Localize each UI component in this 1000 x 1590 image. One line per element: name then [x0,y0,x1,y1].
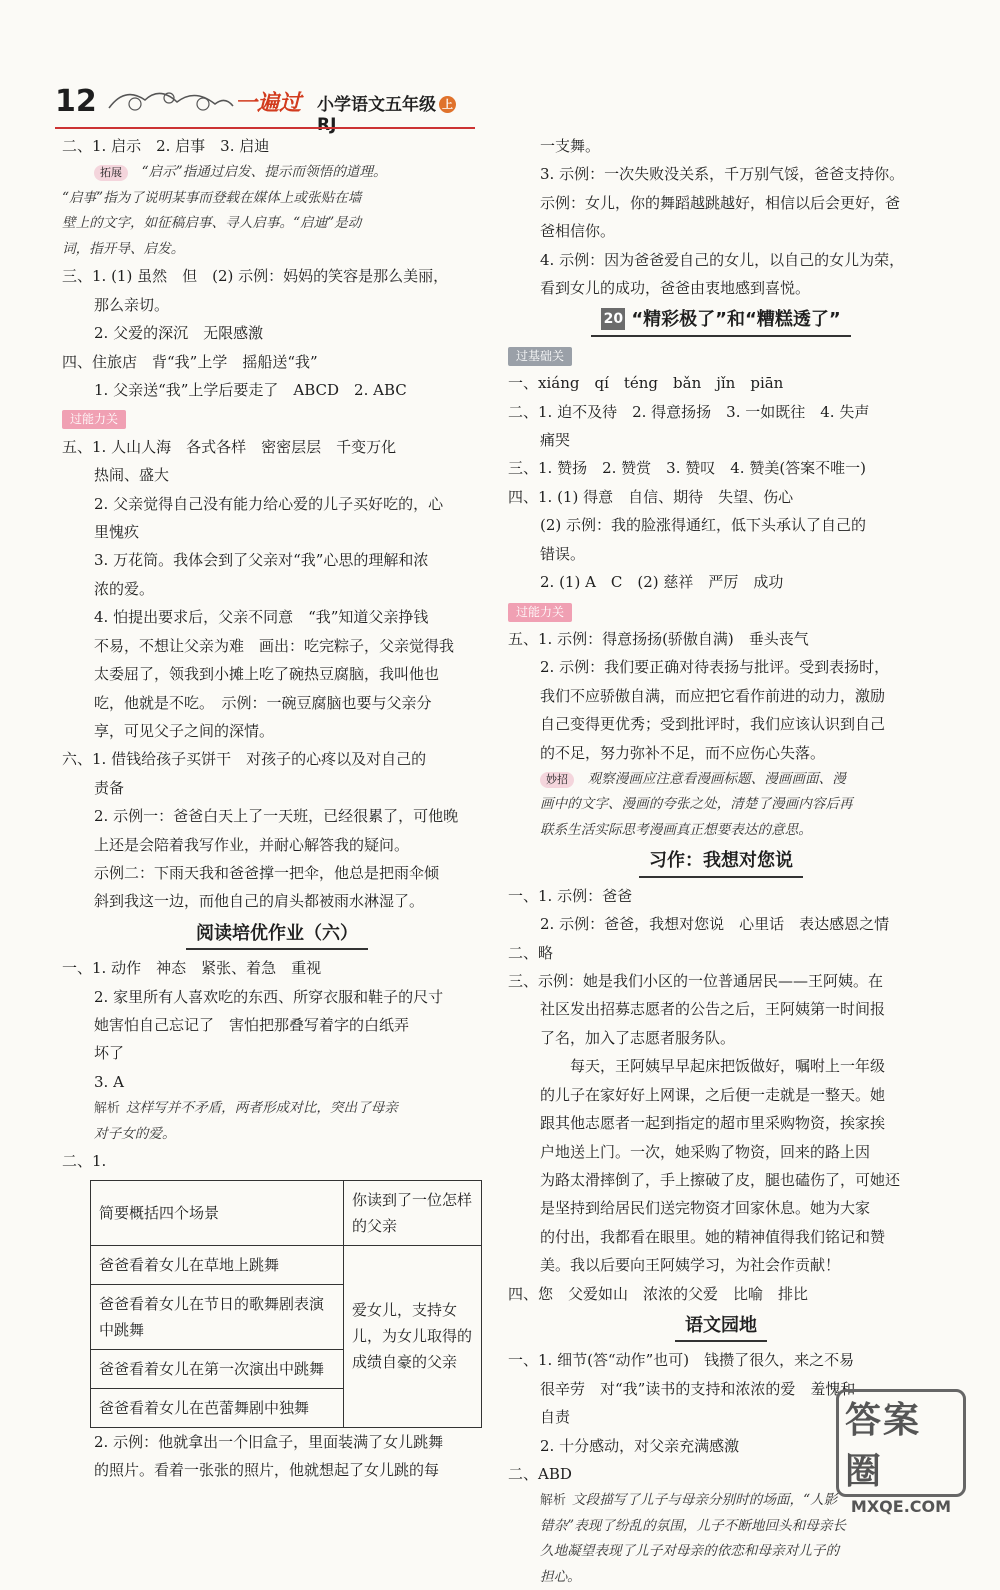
text-line: 斜到我这一边，而他自己的肩头都被雨水淋湿了。 [94,892,425,911]
analysis-note: 解析 文段描写了儿子与母亲分别时的场面，“人影 [540,1492,838,1509]
table-answer-cell: 爱女儿，支持女儿，为女儿取得的成绩自豪的父亲 [344,1245,482,1427]
text-line: 痛哭 [540,431,571,450]
section-tag: 过能力关 [62,410,126,429]
text-line: 3. 示例：一次失败没关系，千万别气馁，爸爸支持你。 [540,165,905,184]
text-line: 四、1. (1) 得意 自信、期待 失望、伤心 [508,487,794,506]
watermark-url: MXQE.COM [850,1497,952,1516]
text-line: 自己变得更优秀；受到批评时，我们应该认识到自己 [540,715,886,734]
text-line: 上还是会陪着我写作业，并耐心解答我的疑问。 [94,835,410,854]
right-column [508,132,934,1590]
text-line: 3. A [94,1072,124,1091]
table-cell: 爸爸看着女儿在节日的歌舞剧表演中跳舞 [91,1284,344,1349]
extension-tag: 拓展 [94,165,128,181]
text-line: 2. 示例：我们要正确对待表扬与批评。受到表扬时， [540,658,890,677]
text-line: 一、1. 细节(答“动作”也可) 钱攒了很久，来之不易 [508,1351,855,1370]
text-line: 一、xiáng qí téng bǎn jǐn piān [508,374,784,393]
watermark-logo: 答案圈 [836,1389,966,1497]
text-line: 享，可见父子之间的深情。 [94,721,275,740]
text-line: 很辛劳 对“我”读书的支持和浓浓的爱 羞愧和 [540,1379,856,1398]
text-line: 对子女的爱。 [94,1125,176,1142]
left-column [62,132,492,1484]
text-line: 不易，不想让父亲为难 画出：吃完粽子，父亲觉得我 [94,636,455,655]
text-line: 每天，王阿姨早早起床把饭做好，嘱咐上一年级 [570,1057,886,1076]
page-number: 12 [55,84,97,119]
analysis-note: 解析 这样写并不矛盾，两者形成对比，突出了母亲 [94,1100,398,1117]
text-line: 她害怕自己忘记了 害怕把那叠写着字的白纸弄 [94,1015,410,1034]
text-line: 2. 家里所有人喜欢吃的东西、所穿衣服和鞋子的尺寸 [94,987,444,1006]
page-header [55,80,475,135]
header-decoration-icon [105,82,235,116]
table-cell: 爸爸看着女儿在芭蕾舞剧中独舞 [91,1388,344,1427]
text-line: 二、略 [508,943,554,962]
text-line: 担心。 [540,1568,581,1585]
text-line: 户地送上门。一次，她采购了物资，回来的路上因 [540,1142,871,1161]
text-line: 联系生活实际思考漫画真正想要表达的意思。 [540,821,812,838]
table-header-cell: 你读到了一位怎样的父亲 [344,1180,482,1245]
text-line: 二、1. 启示 2. 启事 3. 启迪 [62,137,270,155]
text-line: 吃，他就是不吃。 示例：一碗豆腐脑也要与父亲分 [94,693,432,712]
text-line: 4. 示例：因为爸爸爱自己的女儿，以自己的女儿为荣， [540,250,905,269]
lesson-number: 20 [601,308,625,330]
text-line: 示例：女儿，你的舞蹈越跳越好，相信以后会更好，爸 [540,193,901,212]
text-line: 二、ABD [508,1464,572,1483]
text-line: 坏了 [94,1044,125,1063]
text-line: 错杂”表现了纷乱的氛围，儿子不断地回头和母亲长 [540,1517,847,1534]
text-line: 我们不应骄傲自满，而应把它看作前进的动力，激励 [540,686,886,705]
text-line: 社区发出招募志愿者的公告之后，王阿姨第一时间报 [540,1000,886,1019]
table-cell: 爸爸看着女儿在草地上跳舞 [91,1245,344,1284]
text-line: 三、示例：她是我们小区的一位普通居民——王阿姨。在 [508,972,884,991]
text-line: 2. (1) A C (2) 慈祥 严厉 成功 [540,573,784,592]
text-line: 3. 万花筒。我体会到了父亲对“我”心思的理解和浓 [94,551,429,570]
extension-note: 拓展 “启示”指通过启发、提示而领悟的道理。 [62,160,492,186]
text-line: 的付出，我都看在眼里。她的精神值得我们铭记和赞 [540,1227,886,1246]
book-title: 小学语文五年级 上RJ [317,90,475,135]
text-line: 的照片。看着一张张的照片，他就想起了女儿跳的每 [94,1461,440,1479]
text-line: 画中的文字、漫画的夸张之处，清楚了漫画内容后再 [540,796,853,813]
section-title: 阅读培优作业（六） [62,920,492,950]
text-line: 三、1. (1) 虽然 但 (2) 示例：妈妈的笑容是那么美丽， [62,267,449,286]
text-line: 是坚持到给居民们送完物资才回家休息。她为大家 [540,1199,871,1218]
text-line: 2. 示例：爸爸，我想对您说 心里话 表达感恩之情 [540,915,890,934]
text-line: 一、1. 示例：爸爸 [508,886,633,905]
text-line: 2. 十分感动，对父亲充满感激 [540,1436,740,1455]
text-line: “启事”指为了说明某事而登载在媒体上或张贴在墙 [62,189,362,206]
table-header-cell: 简要概括四个场景 [91,1180,344,1245]
text-line: 三、1. 赞扬 2. 赞赏 3. 赞叹 4. 赞美(答案不唯一) [508,459,867,478]
text-line: 自责 [540,1408,571,1427]
text-line: 二、1. 迫不及待 2. 得意扬扬 3. 一如既往 4. 失声 [508,402,870,421]
text-line: 示例二：下雨天我和爸爸撑一把伞，他总是把雨伞倾 [94,863,440,882]
text-line: 壁上的文字，如征稿启事、寻人启事。“启迪”是动 [62,215,362,232]
text-line: 责备 [94,778,125,797]
section-tag: 过基础关 [508,347,572,366]
analysis-label: 解析 [540,1493,567,1509]
text-line: 了名，加入了志愿者服务队。 [540,1028,736,1047]
text-line: 四、住旅店 背“我”上学 摇船送“我” [62,352,318,371]
text-line: 2. 父爱的深沉 无限感激 [94,324,264,343]
book-volume-badge: 上 [439,96,456,113]
text-line: 那么亲切。 [94,295,170,314]
text-line: 1. 父亲送“我”上学后要走了 ABCD 2. ABC [94,381,407,400]
text-line: 的儿子在家好好上网课，之后便一走就是一整天。她 [540,1085,886,1104]
text-line: 为路太滑摔倒了，手上擦破了皮，腿也磕伤了，可她还 [540,1170,901,1189]
text-line: 词，指开导、启发。 [62,240,185,257]
text-line: 2. 示例一：爸爸白天上了一天班，已经很累了，可他晚 [94,807,459,826]
section-tag: 过能力关 [508,603,572,622]
text-line: 看到女儿的成功，爸爸由衷地感到喜悦。 [540,279,811,298]
analysis-label: 解析 [94,1101,121,1117]
text-line: (2) 示例：我的脸涨得通红，低下头承认了自己的 [540,516,867,535]
text-line: 久地凝望表现了儿子对母亲的依恋和母亲对儿子的 [540,1543,840,1560]
text-line: 爸相信你。 [540,222,616,241]
text-line: 2. 示例：他就拿出一个旧盒子，里面装满了女儿跳舞 [94,1432,444,1451]
text-line: 太委屈了，领我到小摊上吃了碗热豆腐脑，我叫他也 [94,665,440,684]
text-line: 里愧疚 [94,523,140,542]
text-line: 热闹、盛大 [94,466,170,485]
header-rule [55,127,475,129]
brand-logo: 一遍过 [235,91,302,116]
table-cell: 爸爸看着女儿在第一次演出中跳舞 [91,1349,344,1388]
section-title: 习作：我想对您说 [508,847,934,877]
text-line: 跟其他志愿者一起到指定的超市里采购物资，挨家挨 [540,1114,886,1133]
text-line: 一支舞。 [540,137,601,155]
tip-note: 妙招 观察漫画应注意看漫画标题、漫画画面、漫 [508,767,934,793]
lesson-title: 20 “精彩极了”和“糟糕透了” [508,306,934,336]
text-line: 的不足，努力弥补不足，而不应伤心失落。 [540,743,826,762]
text-line: 六、1. 借钱给孩子买饼干 对孩子的心疼以及对自己的 [62,750,427,769]
watermark [836,1389,966,1516]
text-line: 错误。 [540,544,586,563]
summary-table [90,1180,482,1428]
text-line: 五、1. 示例：得意扬扬(骄傲自满) 垂头丧气 [508,629,809,648]
text-line: 4. 怕提出要求后，父亲不同意 “我”知道父亲挣钱 [94,608,429,627]
section-title: 语文园地 [508,1312,934,1342]
text-line: 二、1. [62,1152,107,1171]
text-line: 2. 父亲觉得自己没有能力给心爱的儿子买好吃的，心 [94,494,444,513]
text-line: 五、1. 人山人海 各式各样 密密层层 千变万化 [62,437,397,456]
text-line: 美。我以后要向王阿姨学习，为社会作贡献！ [540,1256,841,1275]
text-line: 一、1. 动作 神态 紧张、着急 重视 [62,959,322,978]
text-line: 浓的爱。 [94,579,155,598]
text-line: 四、您 父爱如山 浓浓的父爱 比喻 排比 [508,1284,809,1303]
tip-tag: 妙招 [540,772,574,788]
